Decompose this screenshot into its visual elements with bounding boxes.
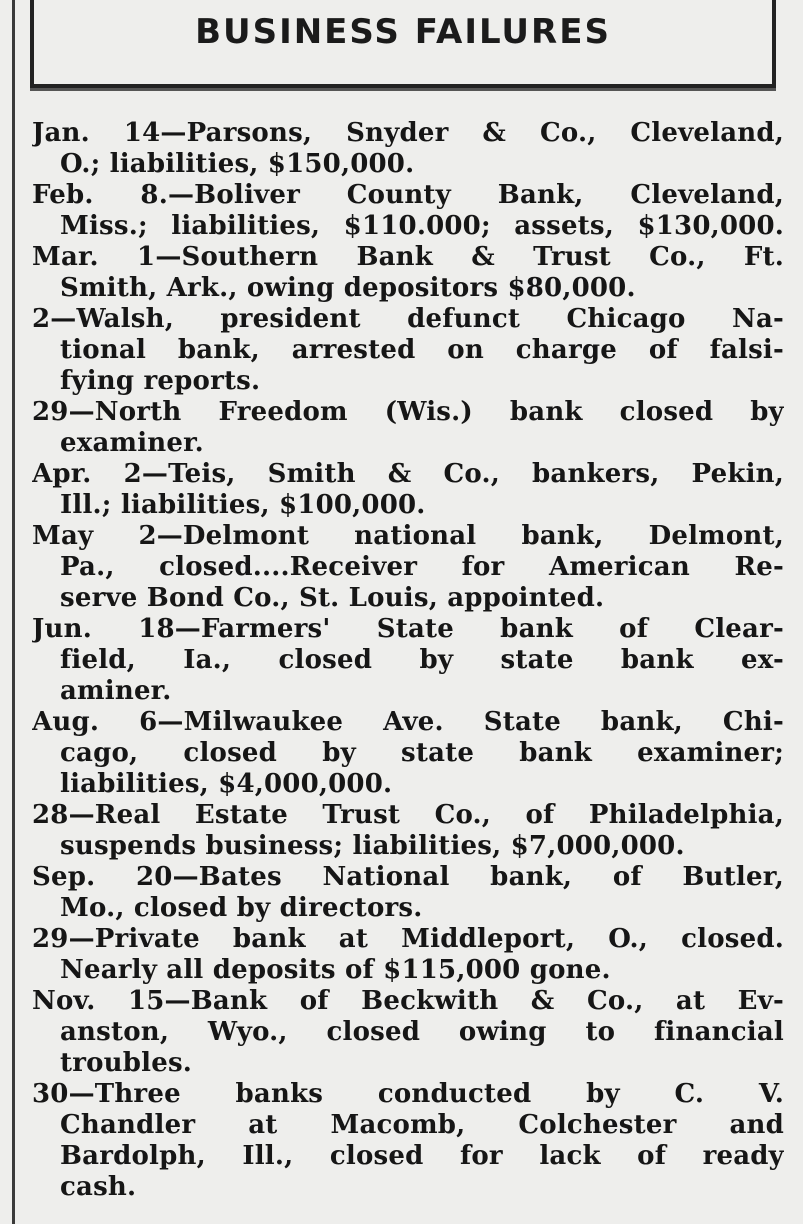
entry-line: Miss.; liabilities, $110.000; assets, $130,000. <box>60 211 784 241</box>
entry-line: 28—Real Estate Trust Co., of Philadelphia, <box>32 800 784 830</box>
entry-line: 29—Private bank at Middleport, O., closed. <box>32 924 784 954</box>
entry-line: Bardolph, Ill., closed for lack of ready <box>60 1141 784 1171</box>
entry-line: field, Ia., closed by state bank ex- <box>60 645 784 675</box>
entry-line: liabilities, $4,000,000. <box>60 769 393 799</box>
list-item <box>32 521 784 614</box>
entry-line: Mo., closed by directors. <box>60 893 423 923</box>
entry-line: May 2—Delmont national bank, Delmont, <box>32 521 784 551</box>
page-title: BUSINESS FAILURES <box>195 12 611 52</box>
entry-line: 2—Walsh, president defunct Chicago Na- <box>32 304 784 334</box>
list-item <box>32 800 784 862</box>
entry-line: anston, Wyo., closed owing to financial <box>60 1017 784 1047</box>
entry-line: suspends business; liabilities, $7,000,000. <box>60 831 685 861</box>
list-item <box>32 459 784 521</box>
entry-line: 29—North Freedom (Wis.) bank closed by <box>32 397 784 427</box>
entry-line: Aug. 6—Milwaukee Ave. State bank, Chi- <box>32 707 784 737</box>
list-item <box>32 924 784 986</box>
list-item <box>32 397 784 459</box>
entry-line: Sep. 20—Bates National bank, of Butler, <box>32 862 784 892</box>
list-item <box>32 707 784 800</box>
list-item <box>32 118 784 180</box>
entry-line: 30—Three banks conducted by C. V. <box>32 1079 784 1109</box>
failure-list <box>32 118 784 1203</box>
entry-line: Nov. 15—Bank of Beckwith & Co., at Ev- <box>32 986 784 1016</box>
entry-line: serve Bond Co., St. Louis, appointed. <box>60 583 605 613</box>
entry-line: Pa., closed....Receiver for American Re- <box>60 552 784 582</box>
column-rule <box>12 0 15 1224</box>
header-box <box>30 0 776 88</box>
entry-line: examiner. <box>60 428 204 458</box>
entry-line: Mar. 1—Southern Bank & Trust Co., Ft. <box>32 242 784 272</box>
entry-line: Ill.; liabilities, $100,000. <box>60 490 426 520</box>
entry-line: fying reports. <box>60 366 261 396</box>
list-item <box>32 242 784 304</box>
list-item <box>32 862 784 924</box>
entry-line: aminer. <box>60 676 172 706</box>
entry-line: tional bank, arrested on charge of falsi- <box>60 335 784 365</box>
list-item <box>32 986 784 1079</box>
list-item <box>32 304 784 397</box>
entry-line: Jun. 18—Farmers' State bank of Clear- <box>32 614 784 644</box>
entry-line: Chandler at Macomb, Colchester and <box>60 1110 784 1140</box>
list-item <box>32 1079 784 1203</box>
entry-line: cago, closed by state bank examiner; <box>60 738 784 768</box>
entry-line: Feb. 8.—Boliver County Bank, Cleveland, <box>32 180 784 210</box>
entry-line: troubles. <box>60 1048 193 1078</box>
entry-line: Nearly all deposits of $115,000 gone. <box>60 955 611 985</box>
entry-line: Jan. 14—Parsons, Snyder & Co., Cleveland, <box>32 118 784 148</box>
entry-line: Smith, Ark., owing depositors $80,000. <box>60 273 636 303</box>
list-item <box>32 180 784 242</box>
entry-line: Apr. 2—Teis, Smith & Co., bankers, Pekin, <box>32 459 784 489</box>
entry-line: O.; liabilities, $150,000. <box>60 149 415 179</box>
list-item <box>32 614 784 707</box>
entry-line: cash. <box>60 1172 137 1202</box>
